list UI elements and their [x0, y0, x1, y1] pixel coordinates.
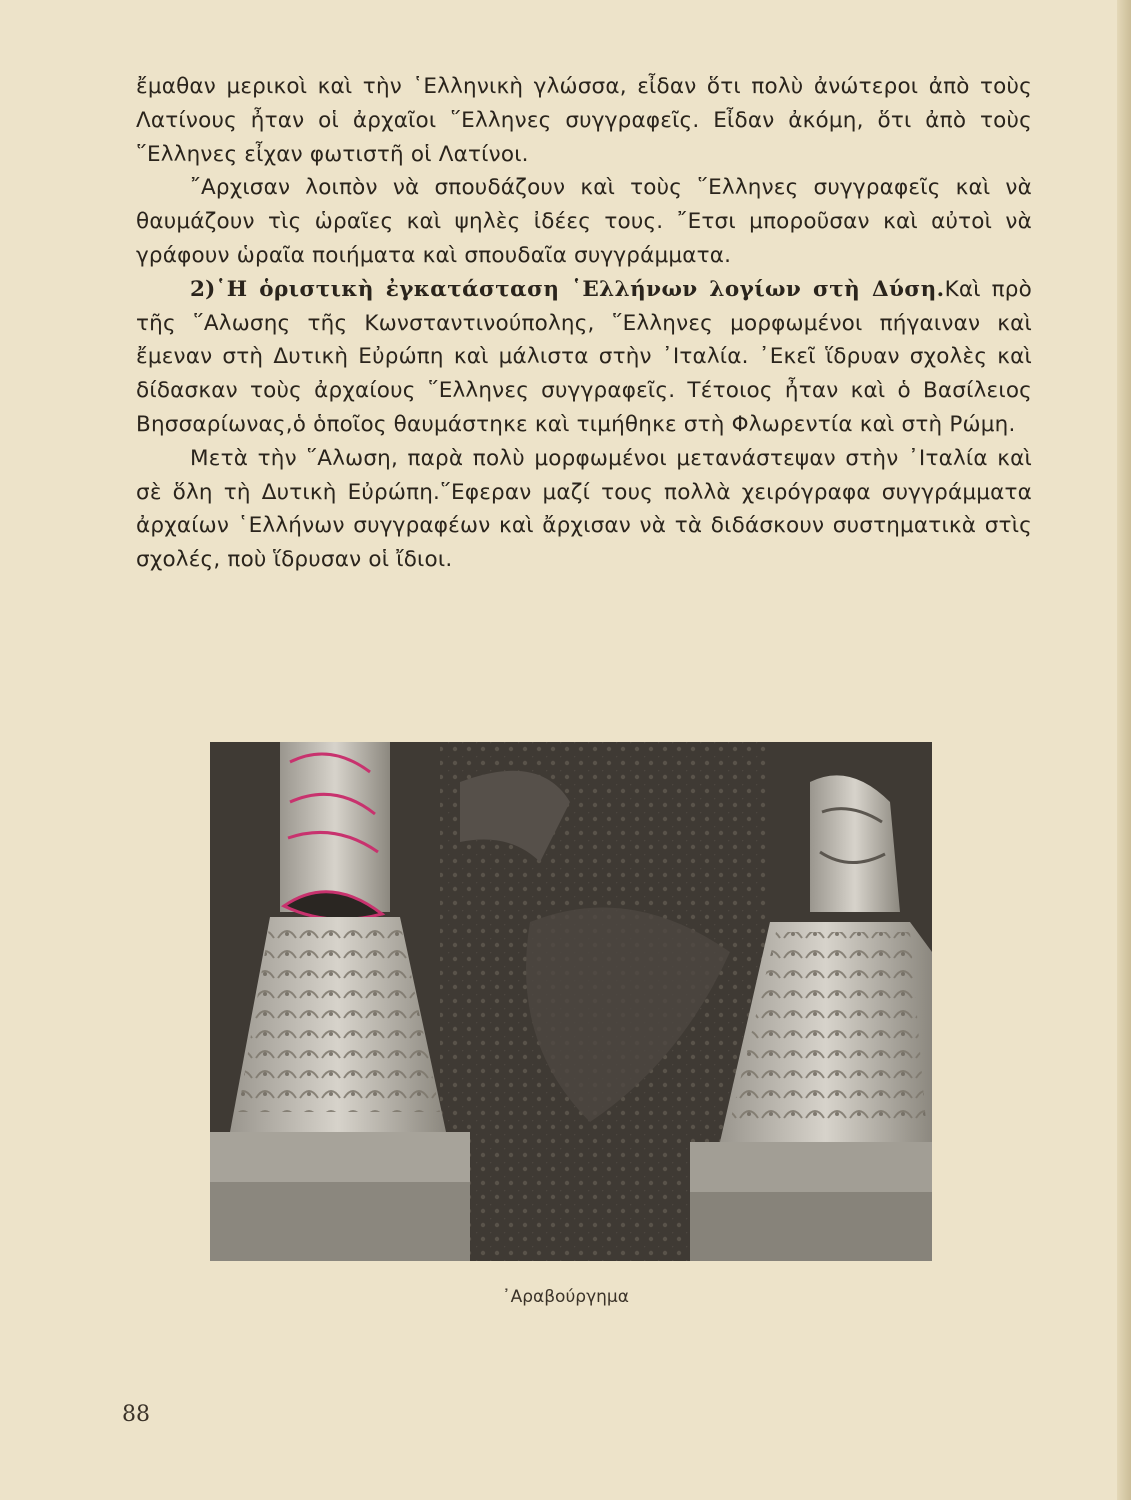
- page-number: 88: [122, 1402, 150, 1427]
- arabesque-illustration: [210, 742, 932, 1261]
- page-edge: [1117, 0, 1131, 1500]
- figure-caption: ᾽Αραβούργημα: [502, 1287, 629, 1307]
- body-text: [136, 70, 1032, 577]
- paragraph-1: ἔμαθαν μερικοὶ καὶ τὴν ῾Ελληνικὴ γλώσσα, εἶδαν ὅτι πολὺ ἀνώτεροι ἀπὸ τοὺς Λατίνους ἦταν οἱ ἀρχαῖοι ῞Ελληνες συγγραφεῖς. Εἶδαν ἀκόμη, ὅτι ἀπὸ τοὺς ῞Ελληνες εἶχαν φωτιστῆ οἱ Λατίνοι.: [136, 74, 1032, 167]
- section-number: 2): [190, 276, 216, 302]
- arabesque-photo: [210, 742, 932, 1261]
- paragraph-2: ῎Αρχισαν λοιπὸν νὰ σπουδάζουν καὶ τοὺς ῞Ελληνες συγγραφεῖς καὶ νὰ θαυμάζουν τὶς ὡραῖες καὶ ψηλὲς ἰδέες τους. ῎Ετσι μποροῦσαν καὶ αὐτοὶ νὰ γράφουν ὡραῖα ποιήματα καὶ σπουδαῖα συγγράμματα.: [136, 175, 1032, 268]
- section-heading: ῾Η ὁριστικὴ ἐγκατάσταση ῾Ελλήνων λογίων στὴ Δύση.: [215, 276, 945, 302]
- paragraph-4: Μετὰ τὴν ῞Αλωση, παρὰ πολὺ μορφωμένοι μετανάστεψαν στὴν ᾽Ιταλία καὶ σὲ ὅλη τὴ Δυτικὴ Εὐρώπη.῞Εφεραν μαζί τους πολλὰ χειρόγραφα συγγράμματα ἀρχαίων ῾Ελλήνων συγγραφέων καὶ ἄρχισαν νὰ τὰ διδάσκουν συστηματικὰ στὶς σχολές, ποὺ ἵδρυσαν οἱ ἴδιοι.: [136, 445, 1032, 573]
- paragraph-3-body: Καὶ πρὸ τῆς ῞Αλωσης τῆς Κωνσταντινούπολης, ῞Ελληνες μορφωμένοι πήγαιναν καὶ ἔμεναν στὴ Δυτικὴ Εὐρώπη καὶ μάλιστα στὴν ᾽Ιταλία. ᾽Εκεῖ ἵδρυαν σχολὲς καὶ δίδασκαν τοὺς ἀρχαίους ῞Ελληνες συγγραφεῖς. Τέτοιος ἦταν καὶ ὁ Βασίλειος Βησσαρίωνας,ὁ ὁποῖος θαυμάστηκε καὶ τιμήθηκε στὴ Φλωρεντία καὶ στὴ Ρώμη.: [136, 276, 1033, 437]
- paragraph-3: [136, 273, 1032, 442]
